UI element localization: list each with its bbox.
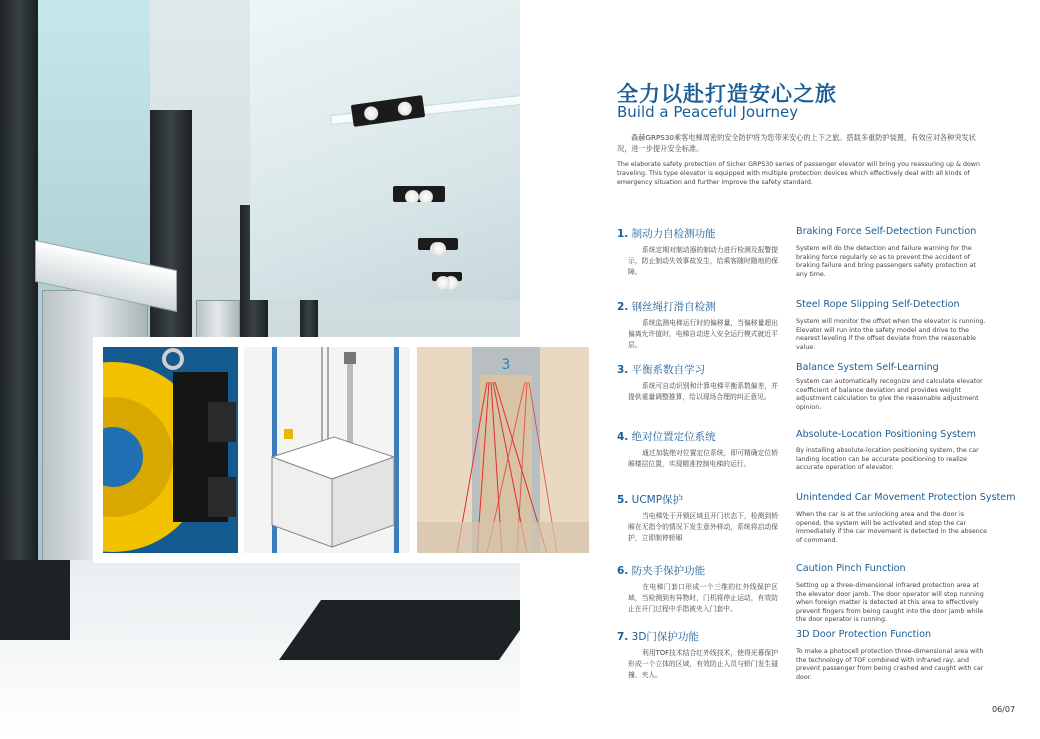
marble-pillar: [0, 0, 38, 640]
shaft-diagram-image: [244, 347, 410, 553]
feature-title-cn: [617, 299, 716, 314]
feature-body-en: System can automatically recognize and calculate elevator coefficient of balance deviation and provides weight adjustment calculation to give the reasonable adjustment opinion.: [796, 378, 983, 411]
feature-title-en: Balance System Self-Learning: [796, 362, 939, 373]
page-title-cn: 全力以赴打造安心之旅: [617, 82, 837, 106]
feature-title-en: 3D Door Protection Function: [796, 629, 932, 640]
feature-body-cn-text: 系统定期对制动器的制动力进行检测及报警提示，防止制动失效事故发生，给乘客随时随地的保障。: [628, 246, 778, 276]
feature-title-cn: [617, 362, 705, 377]
feature-title-en: Caution Pinch Function: [796, 563, 906, 574]
feature-body-cn: [628, 582, 778, 615]
feature-number: 5.: [617, 494, 629, 506]
feature-title-en: Steel Rope Slipping Self-Detection: [796, 299, 960, 310]
intro-text-cn: 森赫GRPS30乘客电梯周密的安全防护将为您带来安心的上下之旅。搭载多重防护装置，有效应对各种突发状况，进一步提升安全标准。: [617, 133, 976, 153]
feature-body-cn: [628, 381, 778, 403]
feature-title-cn: [617, 226, 716, 241]
traction-motor-image: [103, 347, 238, 553]
feature-body-cn: [628, 318, 778, 351]
downlight: [432, 272, 462, 281]
feature-body-en: Setting up a three-dimensional infrared protection area at the elevator door jamb. The door operator will stop running when foreign matter is detected at this area to effectively prevent fingers from being caught into the door jamb while the door operator is running.: [796, 582, 984, 624]
feature-title-cn: [617, 629, 699, 644]
feature-body-cn-text: 当电梯处于开锁区域且开门状态下，检测到轿厢在无指令的情况下发生意外移动，系统将启动保护，立即制停轿厢: [628, 512, 778, 542]
feature-body-en: By installing absolute-location positioning system, the car landing location can be accurate positioning to realize accurate operation of elevator.: [796, 447, 979, 472]
feature-body-cn: [628, 448, 778, 470]
feature-body-en: When the car is at the unlocking area and the door is opened, the system will be activated and stop the car immediately if the car movement is detected in the absence of command.: [796, 511, 988, 544]
door-light-curtain-image: [417, 347, 589, 553]
feature-body-en: To make a photocell protection three-dimensional area with the technology of TOF combined with infrared ray, and prevent passenger from being crashed and caught with car door.: [796, 648, 984, 681]
door-floor-number: 3: [501, 357, 511, 373]
feature-number: 6.: [617, 565, 629, 577]
feature-body-cn: [628, 245, 778, 278]
feature-number: 1.: [617, 228, 629, 240]
feature-title-cn-text: 制动力自检测功能: [631, 228, 716, 240]
feature-number: 2.: [617, 301, 629, 313]
feature-body-cn-text: 利用TOF技术结合红外线技术，使得光幕保护形成一个立体的区域，有效防止人员与轿门发生碰撞、夹人。: [628, 649, 778, 679]
page-number: 06/07: [992, 705, 1016, 714]
downlight: [418, 238, 458, 250]
feature-body-cn-text: 系统可自动识别和计算电梯平衡系数偏差，并提供重量调整推算，给以现场合理的纠正意见。: [628, 382, 778, 401]
feature-title-cn: [617, 429, 716, 444]
feature-title-cn: [617, 563, 705, 578]
feature-body-cn-text: 通过加装绝对位置定位系统，即可精确定位轿厢楼层位置，实现精准控制电梯的运行。: [628, 449, 778, 468]
feature-title-en: Braking Force Self-Detection Function: [796, 226, 977, 237]
feature-title-cn-text: 钢丝绳打滑自检测: [631, 301, 716, 313]
page-title-en: Build a Peaceful Journey: [617, 103, 799, 121]
intro-text-en: The elaborate safety protection of Sicher GRPS30 series of passenger elevator will bring you reassuring up & down traveling. This type elevator is equipped with multiple protection devices which effectively deal with all kinds of emergency situation and further improve the safety standard.: [617, 161, 980, 186]
feature-title-cn-text: 绝对位置定位系统: [631, 431, 716, 443]
feature-body-cn: [628, 648, 778, 681]
downlight: [393, 186, 445, 202]
floor-tile: [279, 600, 520, 660]
feature-title-cn: [617, 492, 683, 507]
feature-title-cn-text: 3D门保护功能: [631, 631, 699, 643]
feature-title-cn-text: 防夹手保护功能: [631, 565, 706, 577]
feature-body-en: System will do the detection and failure warning for the braking force regularly so as to prevent the accident of braking failure and bring passengers safety protection at any time.: [796, 245, 976, 278]
feature-number: 4.: [617, 431, 629, 443]
feature-body-cn: [628, 511, 778, 544]
floor-tile: [0, 560, 70, 640]
feature-number: 3.: [617, 364, 629, 376]
feature-body-en: System will monitor the offset when the elevator is running. Elevator will run into the safety model and drive to the nearest leveling if the offset deviate from the reasonable value.: [796, 318, 986, 351]
ceiling: [250, 0, 520, 300]
feature-body-cn-text: 系统监测电梯运行时的偏移量，当偏移量超出偏离允许值时，电梯自动进入安全运行模式就近平层。: [628, 319, 778, 349]
feature-title-en: Unintended Car Movement Protection System: [796, 492, 1016, 503]
feature-number: 7.: [617, 631, 629, 643]
feature-title-en: Absolute-Location Positioning System: [796, 429, 977, 440]
feature-body-cn-text: 在电梯门套口形成一个三维的红外线保护区域，当检测到有异物时，门机将停止运动，有效防止在开门过程中手指被夹入门套中。: [628, 583, 778, 613]
feature-title-cn-text: UCMP保护: [631, 494, 684, 506]
feature-title-cn-text: 平衡系数自学习: [631, 364, 706, 376]
inset-photo-strip: [93, 337, 603, 563]
